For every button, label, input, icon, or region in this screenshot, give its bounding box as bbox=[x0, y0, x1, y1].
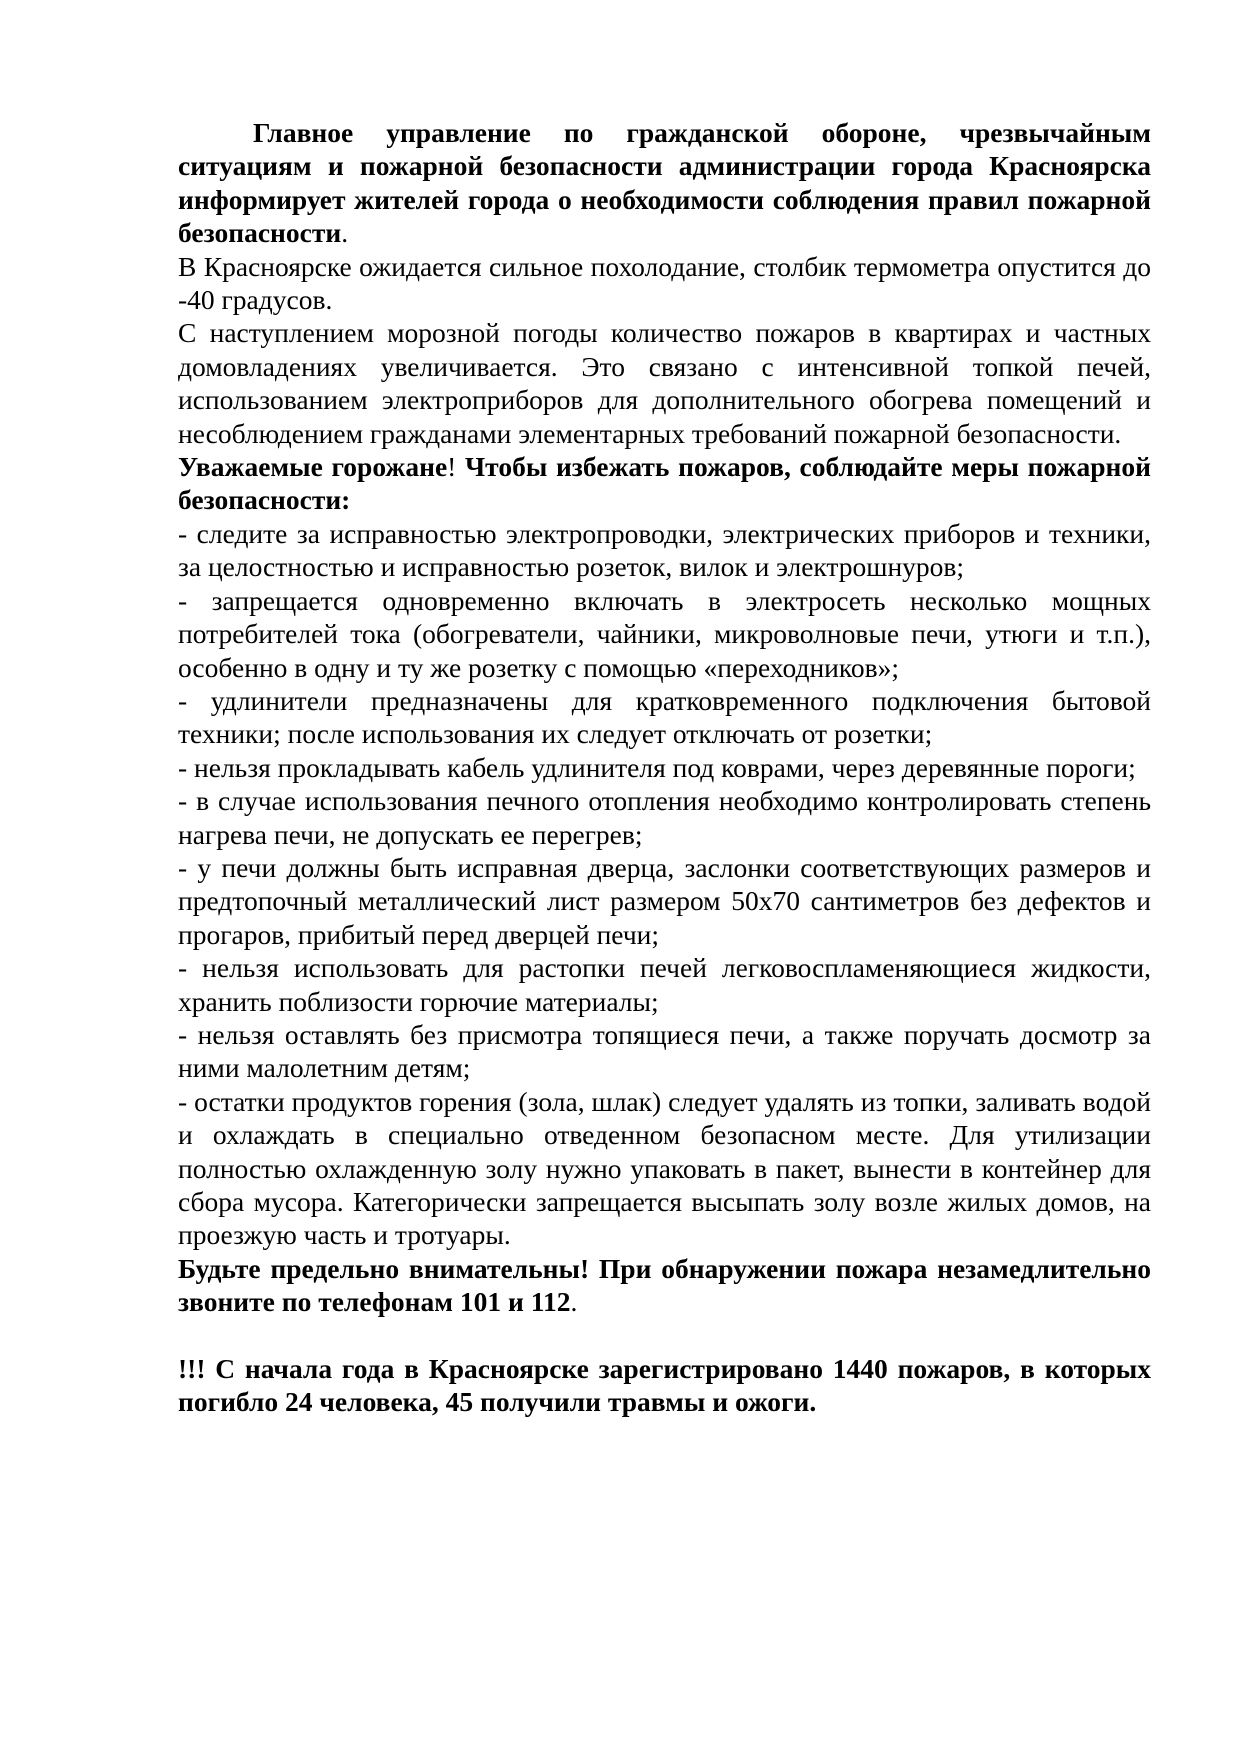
rule-item: - нельзя прокладывать кабель удлинителя под коврами, через деревянные пороги; bbox=[178, 751, 1136, 783]
rule-item: - у печи должны быть исправная дверца, заслонки соответствующих размеров и предтопочный металлический лист размером 50х70 сантиметров без дефектов и прогаров, прибитый перед дверцей печи; bbox=[178, 851, 1151, 950]
rule-item: - остатки продуктов горения (зола, шлак) следует удалять из топки, заливать водой и охлаждать в специально отведенном безопасном месте. Для утилизации полностью охлажденную золу нужно упаковать в пакет, вынести в контейнер для сбора мусора. Категорически запрещается высыпать золу возле жилых домов, на проезжую часть и тротуары. bbox=[178, 1085, 1151, 1251]
intro-end: . bbox=[341, 217, 349, 249]
rule-item: - нельзя использовать для растопки печей легковоспламеняющиеся жидкости, хранить поблизости горючие материалы; bbox=[178, 952, 1151, 1017]
cold-warning-paragraph: В Красноярске ожидается сильное похолодание, столбик термометра опустится до -40 градусов. bbox=[178, 250, 1151, 316]
emergency-paragraph bbox=[178, 1252, 1151, 1319]
intro-paragraph bbox=[178, 116, 1151, 250]
statistics-text: !!! С начала года в Красноярске зарегистрировано 1440 пожаров, в которых погибло 24 человека, 45 получили травмы и ожоги. bbox=[178, 1352, 1151, 1418]
emergency-end: . bbox=[570, 1286, 578, 1318]
notice-document bbox=[178, 116, 1151, 1418]
statistics-paragraph bbox=[178, 1352, 1151, 1419]
appeal-exclamation: ! bbox=[447, 451, 457, 483]
appeal-paragraph bbox=[178, 450, 1151, 517]
rule-item: - в случае использования печного отопления необходимо контролировать степень нагрева печи, не допускать ее перегрев; bbox=[178, 785, 1151, 850]
rule-item: - нельзя оставлять без присмотра топящиеся печи, а также поручать досмотр за ними малолетним детям; bbox=[178, 1018, 1151, 1084]
rule-item: - удлинители предназначены для кратковременного подключения бытовой техники; после использования их следует отключать от розетки; bbox=[178, 684, 1151, 750]
rule-item: - следите за исправностью электропроводки, электрических приборов и техники, за целостностью и исправностью розеток, вилок и электрошнуров; bbox=[178, 517, 1151, 583]
intro-bold-text: Главное управление по гражданской обороне, чрезвычайным ситуациям и пожарной безопасности администрации города Красноярска информирует жителей города о необходимости соблюдения правил пожарной безопасности bbox=[178, 117, 1151, 249]
fire-causes-paragraph: С наступлением морозной погоды количество пожаров в квартирах и частных домовладениях увеличивается. Это связано с интенсивной топкой печей, использованием электроприборов для дополнительного обогрева помещений и несоблюдением гражданами элементарных требований пожарной безопасности. bbox=[178, 317, 1151, 449]
emergency-bold-text: Будьте предельно внимательны! При обнаружении пожара незамедлительно звоните по телефонам 101 и 112 bbox=[178, 1252, 1151, 1318]
appeal-part2: Чтобы избежать пожаров, соблюдайте меры пожарной безопасности: bbox=[178, 451, 1151, 516]
appeal-part1: Уважаемые горожане bbox=[178, 451, 448, 483]
rule-item: - запрещается одновременно включать в электросеть несколько мощных потребителей тока (обогреватели, чайники, микроволновые печи, утюги и т.п.), особенно в одну и ту же розетку с помощью «переходников»; bbox=[178, 584, 1151, 683]
paragraph-spacer bbox=[178, 1319, 1151, 1352]
